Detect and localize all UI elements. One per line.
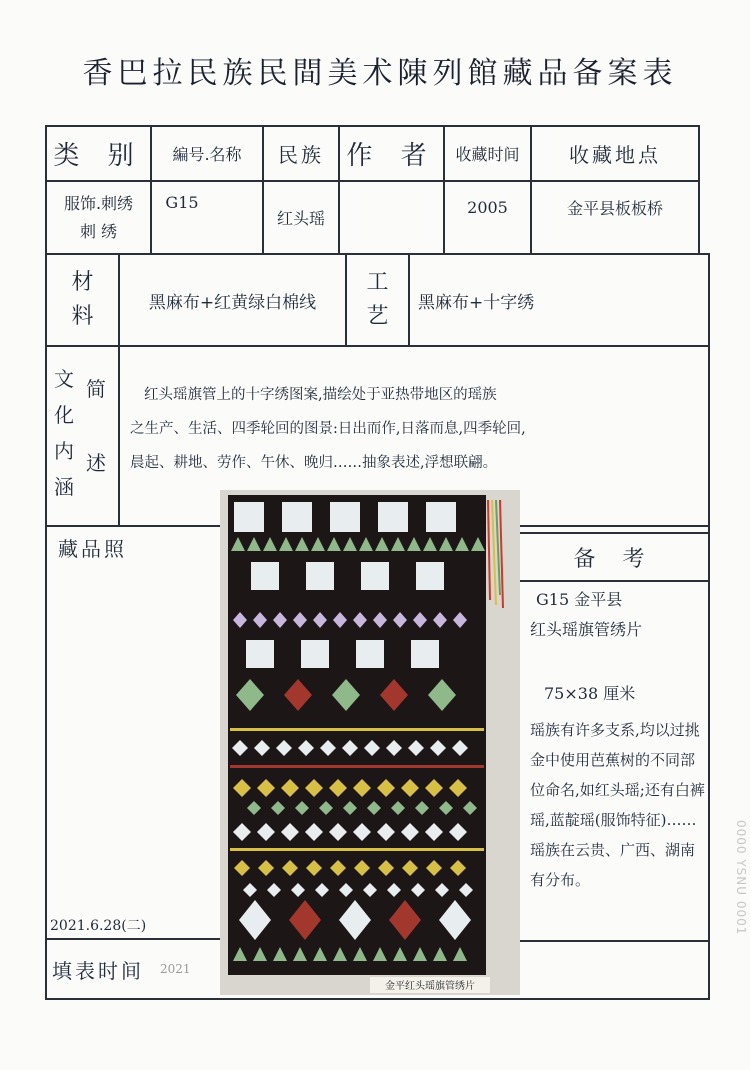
desc-label-b2: 述 [86, 451, 106, 475]
motif-stripe [230, 728, 484, 731]
motif-square [251, 562, 279, 590]
header-id-name: 編号.名称 [172, 145, 242, 164]
motif-square [356, 640, 384, 668]
craft-label-2: 艺 [366, 304, 389, 329]
motif-square [246, 640, 274, 668]
photo-date: 2021.6.28(二) [50, 918, 147, 934]
remarks-body: 瑶族有许多支系,均以过挑金中使用芭蕉树的不同部位命名,如红头瑶;还有白裤瑶,蓝靛瑶(服饰特征)……瑶族在云贵、广西、湖南有分布。 [530, 721, 705, 889]
desc-label-a1: 文 [54, 367, 74, 391]
record-place: 金平县板板桥 [566, 198, 663, 218]
textile-image [220, 490, 520, 995]
desc-label-a3: 内 [54, 439, 74, 463]
fill-time-label: 填表时间 [52, 959, 144, 983]
header-ethnic: 民族 [278, 143, 324, 167]
frame-right [698, 125, 700, 255]
fill-time-stamp: 2021 [160, 962, 191, 976]
motif-square [330, 502, 360, 532]
material-label [47, 255, 118, 345]
material-label-1: 材 [71, 270, 94, 295]
remarks-label: 备 考 [573, 546, 655, 572]
textile-caption: 金平红头瑶旗管绣片 [385, 981, 475, 992]
motif-square [378, 502, 408, 532]
motif-square [306, 562, 334, 590]
craft-label-1: 工 [366, 270, 389, 295]
remarks-size: 75×38 厘米 [544, 684, 636, 703]
motif-square [361, 562, 389, 590]
header-category: 类 别 [53, 141, 144, 171]
description-line-3: 晨起、耕地、劳作、午休、晚归……抽象表述,浮想联翩。 [130, 455, 498, 471]
remarks-line-1: G15 金平县 [536, 590, 623, 609]
header-collect-time: 收藏时间 [455, 145, 520, 164]
description-label [48, 355, 118, 520]
record-category [47, 182, 150, 253]
description-line-2: 之生产、生活、四季轮回的图景:日出而作,日落而息,四季轮回, [130, 421, 526, 437]
record-category-line2: 刺 绣 [79, 221, 118, 241]
record-id: G15 [165, 192, 199, 212]
description-line-1: 红头瑶旗管上的十字绣图案,描绘处于亚热带地区的瑶族 [144, 387, 497, 403]
form-title: 香巴拉民族民間美术陳列館藏品备案表 [82, 56, 678, 91]
frame-bottom [45, 998, 710, 1000]
desc-label-b1: 简 [86, 377, 106, 401]
photo-label: 藏品照 [58, 537, 127, 561]
header-author: 作 者 [346, 141, 437, 171]
desc-label-a4: 涵 [54, 475, 74, 499]
motif-stripe [230, 765, 484, 768]
record-year: 2005 [467, 197, 508, 217]
remark-box-mid [518, 580, 708, 582]
motif-square [411, 640, 439, 668]
record-category-line1: 服饰.刺绣 [63, 193, 134, 213]
motif-square [234, 502, 264, 532]
craft-label [347, 255, 408, 345]
craft-value: 黑麻布+十字绣 [418, 292, 535, 313]
material-value: 黑麻布+红黄绿白棉线 [148, 292, 317, 313]
remark-box-bottom [518, 940, 708, 942]
motif-square [282, 502, 312, 532]
frame-right-lower [708, 255, 710, 1000]
remarks-content [530, 585, 708, 895]
material-label-2: 料 [71, 304, 94, 329]
scanner-watermark: 0000 YSNU 0001 [734, 820, 748, 936]
desc-label-a2: 化 [54, 403, 74, 427]
motif-square [301, 640, 329, 668]
row-sep-3 [45, 345, 710, 347]
motif-square [426, 502, 456, 532]
description-text [130, 378, 705, 480]
textile-photo [220, 490, 520, 995]
row-sep-5 [45, 938, 225, 940]
motif-square [416, 562, 444, 590]
record-ethnic: 红头瑶 [276, 209, 325, 228]
motif-stripe [230, 848, 484, 851]
remarks-line-2: 红头瑶旗管绣片 [530, 620, 643, 639]
header-collect-place: 收藏地点 [569, 143, 661, 167]
record-author [340, 182, 443, 253]
desc-sep [118, 345, 120, 525]
